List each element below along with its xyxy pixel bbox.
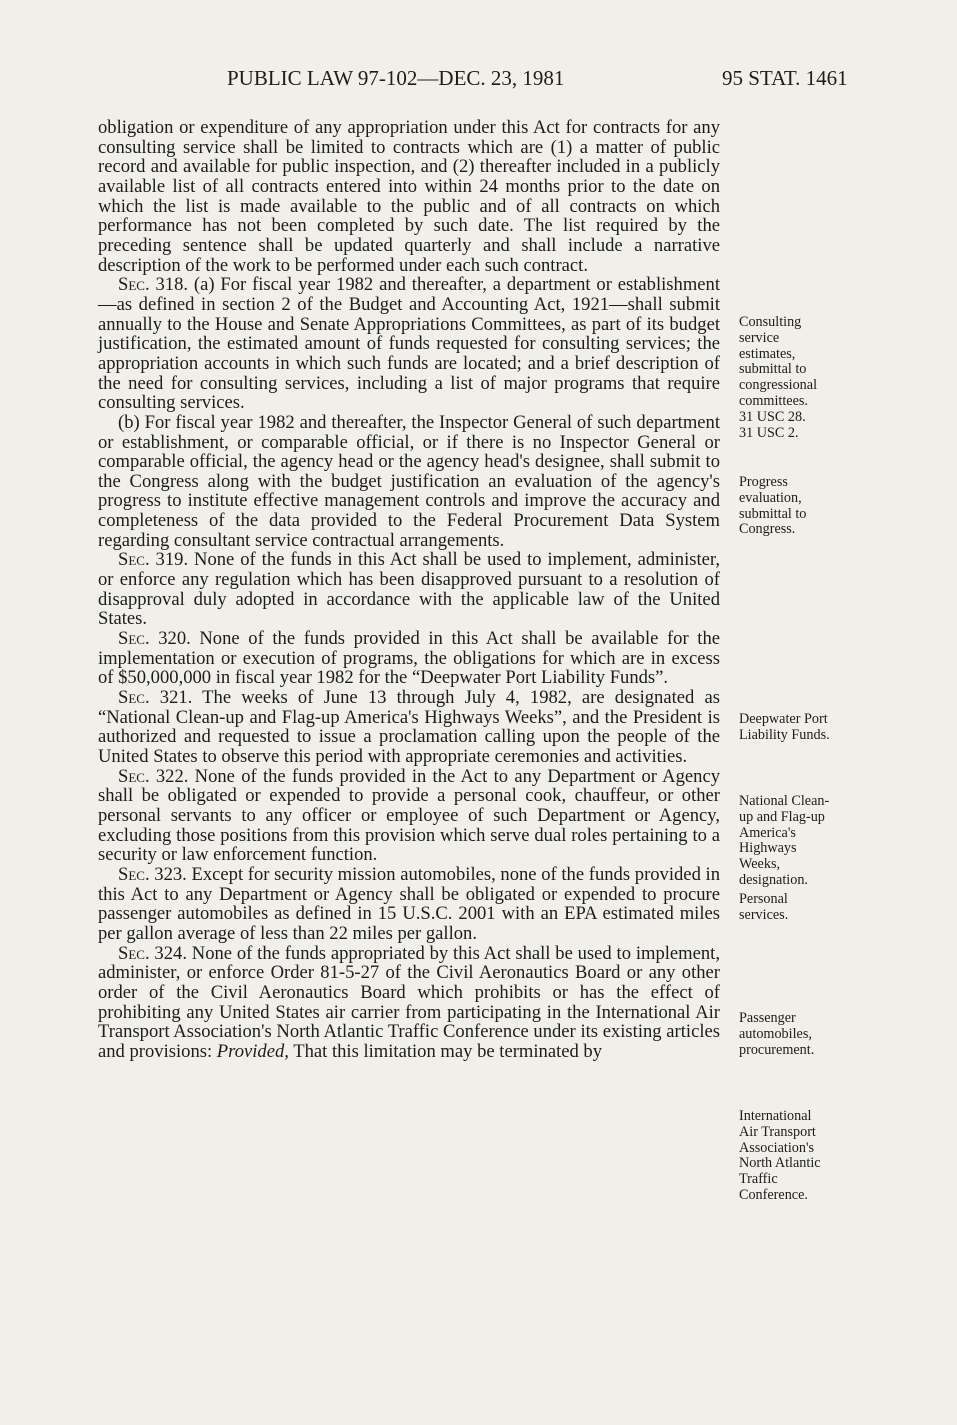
section-label: Sec. — [118, 765, 150, 787]
statute-page-number: 95 STAT. 1461 — [722, 66, 848, 90]
section-label: Sec. — [118, 549, 150, 571]
margin-note-personal-services: Personal services. — [739, 891, 789, 923]
running-head — [0, 66, 957, 98]
margin-note-deepwater-port: Deepwater Port Liability Funds. — [739, 711, 830, 743]
section-label: Sec. — [118, 863, 150, 885]
section-label: Sec. — [118, 942, 150, 964]
section-324: Sec. 324. None of the funds appropriated by this Act shall be used to implement, administer, or enforce Order 81-5-27 of the Civil Aeronautics Board or any other order of the Civil Aeronautics Board which prohibits or has the effect of prohibiting any United States air carrier from participating in the International Air Transport Association's North Atlantic Traffic Conference under its existing articles and provisions: Provided, That this limitation may be terminated by — [98, 942, 720, 1062]
section-label: Sec. — [118, 628, 150, 650]
body-text — [98, 118, 720, 1062]
margin-note-highways-weeks: National Clean- up and Flag-up America's Highways Weeks, designation. — [739, 793, 830, 888]
running-head-title: PUBLIC LAW 97-102—DEC. 23, 1981 — [227, 66, 565, 90]
margin-note-consulting-service: Consulting service estimates, submittal to congressional committees. 31 USC 28. 31 USC 2. — [739, 314, 818, 441]
section-318-a: Sec. 318. (a) For fiscal year 1982 and thereafter, a department or establishment—as defined in section 2 of the Budget and Accounting Act, 1921—shall submit annually to the House and Senate Appropriations Committees, as part of its budget justification, the estimated amount of funds requested for consulting services; the appropriation accounts in which such funds are located; and a brief description of the need for consulting services, including a list of major programs that require consulting services. — [98, 274, 720, 414]
section-318-b: (b) For fiscal year 1982 and thereafter, the Inspector General of such department or establishment, or comparable official, or if there is no Inspector General or comparable official, the agency head or the agency head's designee, shall submit to the Congress along with the budget justification an evaluation of the agency's progress to institute effective management controls and improve the accuracy and completeness of the data provided to the Federal Procurement Data System regarding consultant service contractual arrangements. — [98, 411, 720, 551]
section-label: Sec. — [118, 687, 150, 709]
paragraph-continuation: obligation or expenditure of any appropriation under this Act for contracts for any consulting service shall be limited to contracts which are (1) a matter of public record and available for public inspection, and (2) thereafter included in a publicly available list of all contracts entered into within 24 months prior to the date on which the list is made available to the public and of all contracts on which performance has not been completed by such date. The list required by the preceding sentence shall be updated quarterly and shall include a narrative description of the work to be performed under each such contract. — [98, 117, 720, 276]
margin-note-passenger-automobiles: Passenger automobiles, procurement. — [739, 1010, 815, 1058]
margin-note-progress-evaluation: Progress evaluation, submittal to Congress. — [739, 474, 807, 538]
section-320: Sec. 320. None of the funds provided in this Act shall be available for the implementation or execution of programs, the obligations for which are in excess of $50,000,000 in fiscal year 1982 for the “Deepwater Port Liability Funds”. — [98, 628, 720, 689]
margin-note-iata-conference: International Air Transport Association's North Atlantic Traffic Conference. — [739, 1108, 821, 1203]
section-322: Sec. 322. None of the funds provided in the Act to any Department or Agency shall be obligated or expended to provide a personal cook, chauffeur, or other personal servants to any officer or employee of such Department or Agency, excluding those positions from this provision which serve dual roles pertaining to a security or law enforcement function. — [98, 765, 720, 866]
emphasis-provided: Provided, — [216, 1040, 289, 1062]
section-321: Sec. 321. The weeks of June 13 through July 4, 1982, are designated as “National Clean-up and Flag-up America's Highways Weeks”, and the President is authorized and requested to issue a proclamation calling upon the people of the United States to observe this period with appropriate ceremonies and activities. — [98, 687, 720, 767]
section-label: Sec. — [118, 274, 150, 296]
section-319: Sec. 319. None of the funds in this Act shall be used to implement, administer, or enforce any regulation which has been disapproved pursuant to a resolution of disapproval duly adopted in accordance with the applicable law of the United States. — [98, 549, 720, 630]
section-323: Sec. 323. Except for security mission automobiles, none of the funds provided in this Act to any Department or Agency shall be obligated or expended to procure passenger automobiles as defined in 15 U.S.C. 2001 with an EPA estimated miles per gallon average of less than 22 miles per gallon. — [98, 863, 720, 944]
